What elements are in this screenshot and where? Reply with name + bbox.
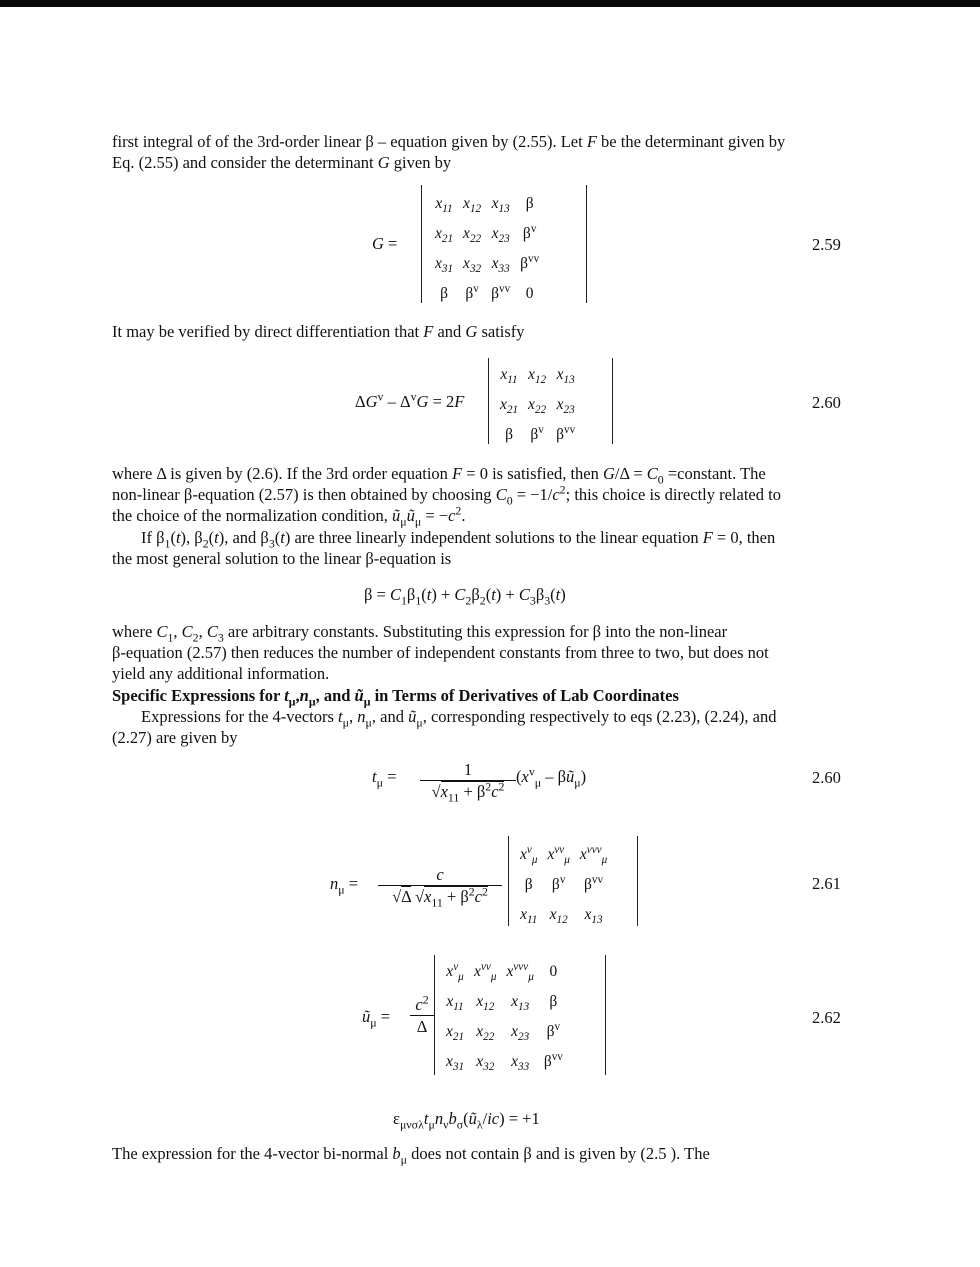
eq-260b-rhs: ($x^v_\mu$ – $\beta ũ_\mu$) <box>516 764 587 790</box>
eq-261-fraction <box>378 864 502 908</box>
eq-262-number: 2.62 <box>812 1008 841 1027</box>
eq-261-numerator: c <box>378 864 502 886</box>
eq-260b-number: 2.60 <box>812 768 841 787</box>
paragraph-intro-line-2: Eq. (2.55) and consider the determinant G given by <box>112 153 452 172</box>
eq-260b-denominator: $√x_{11} + \beta^2c^2$ <box>431 779 505 805</box>
eq-261-determinant: $x^v_\mu$ $x^{vv}_\mu$ $x^{vvv}_\mu$ β $\beta^v$ $\beta^{vv}$ $x_{11}$ $x_{12}$ $x_{13}$ <box>508 836 638 926</box>
eq-262-denominator: Δ <box>416 1017 428 1037</box>
eq-261-lhs: $n_\mu$ = <box>330 874 359 897</box>
eq-260b-numerator: 1 <box>420 759 516 781</box>
paragraph-if-beta-line-1: If $\beta_1(t)$, $\beta_2(t)$, and $\beta_3(t)$ are three linearly independent solutions to the linear equation F = 0, then <box>141 528 776 551</box>
eq-261-number: 2.61 <box>812 874 841 893</box>
paragraph-if-beta-line-2: the most general solution to the linear β-equation is <box>112 549 452 568</box>
eq-260b-lhs: $t_\mu$ = <box>372 767 397 790</box>
eq-260a-number: 2.60 <box>812 393 841 412</box>
paragraph-where-delta-line-3: the choice of the normalization condition, $ũ_\mu ũ_\mu = -c^2$. <box>112 503 466 529</box>
eq-262-fraction <box>410 994 434 1038</box>
eq-epsilon-relation: $\varepsilon_{\mu\nu\sigma\lambda}t_\mu n_\nu b_\sigma(ũ_\lambda/ic) = +1$ <box>393 1109 540 1132</box>
eq-262-numerator: $c^2$ <box>410 994 434 1016</box>
eq-259-lhs: G = <box>372 234 398 253</box>
paragraph-intro-line-1: first integral of of the 3rd-order linear β – equation given by (2.55). Let F be the determinant given by <box>112 132 786 151</box>
paragraph-arbitrary-line-1: where $C_1$, $C_2$, $C_3$ are arbitrary constants. Substituting this expression for β into the non-linear <box>112 622 728 645</box>
scan-top-border <box>0 0 980 7</box>
eq-260b-fraction <box>420 759 516 803</box>
paragraph-where-delta-line-2: non-linear β-equation (2.57) is then obtained by choosing $C_0 = -1/c^2$; this choice is directly related to <box>112 482 781 508</box>
paragraph-arbitrary-line-2: β-equation (2.57) then reduces the number of independent constants from three to two, but does not <box>112 643 769 662</box>
paragraph-where-delta-line-1: where Δ is given by (2.6). If the 3rd order equation F = 0 is satisfied, then $G/\Delta = C_0$ =constant. The <box>112 464 766 487</box>
eq-262-determinant: $x^v_\mu$ $x^{vv}_\mu$ $x^{vvv}_\mu$ 0 $x_{11}$ $x_{12}$ $x_{13}$ β $x_{21}$ $x_{22}$ $x_{23}$ $\beta^v$ $x_{31}$ $x_{32}$ $x_{33}$ $\beta^{vv}$ <box>434 955 606 1075</box>
eq-262-lhs: $ũ_\mu$ = <box>362 1007 391 1030</box>
eq-259-determinant: $x_{11}$ $x_{12}$ $x_{13}$ β $x_{21}$ $x_{22}$ $x_{23}$ $\beta^v$ $x_{31}$ $x_{32}$ $x_{33}$ $\beta^{vv}$ β $\beta^v$ $\beta^{vv}$ 0 <box>421 185 587 303</box>
eq-261-denominator: √Δ $√x_{11} + \beta^2c^2$ <box>392 884 488 910</box>
eq-general-solution: $\beta = C_1\beta_1(t) + C_2\beta_2(t) + C_3\beta_3(t)$ <box>364 585 566 608</box>
paragraph-expressions-line-2: (2.27) are given by <box>112 728 238 747</box>
paragraph-expressions-line-1: Expressions for the 4-vectors $t_\mu$, $n_\mu$, and $ũ_\mu$, corresponding respectively to eqs (2.23), (2.24), and <box>141 707 777 730</box>
section-heading: Specific Expressions for $t_\mu,n_\mu$, and $ũ_\mu$ in Terms of Derivatives of Lab Coordinates <box>112 686 679 709</box>
eq-259-number: 2.59 <box>812 235 841 254</box>
eq-260a-lhs: $\Delta G^v - \Delta^vG = 2F$ <box>355 389 465 411</box>
eq-260a-determinant: $x_{11}$ $x_{12}$ $x_{13}$ $x_{21}$ $x_{22}$ $x_{23}$ β $\beta^v$ $\beta^{vv}$ <box>488 358 613 444</box>
paragraph-verify: It may be verified by direct differentiation that F and G satisfy <box>112 322 525 341</box>
paragraph-arbitrary-line-3: yield any additional information. <box>112 664 330 683</box>
paragraph-last: The expression for the 4-vector bi-normal $b_\mu$ does not contain β and is given by (2.5 ). The <box>112 1144 710 1167</box>
